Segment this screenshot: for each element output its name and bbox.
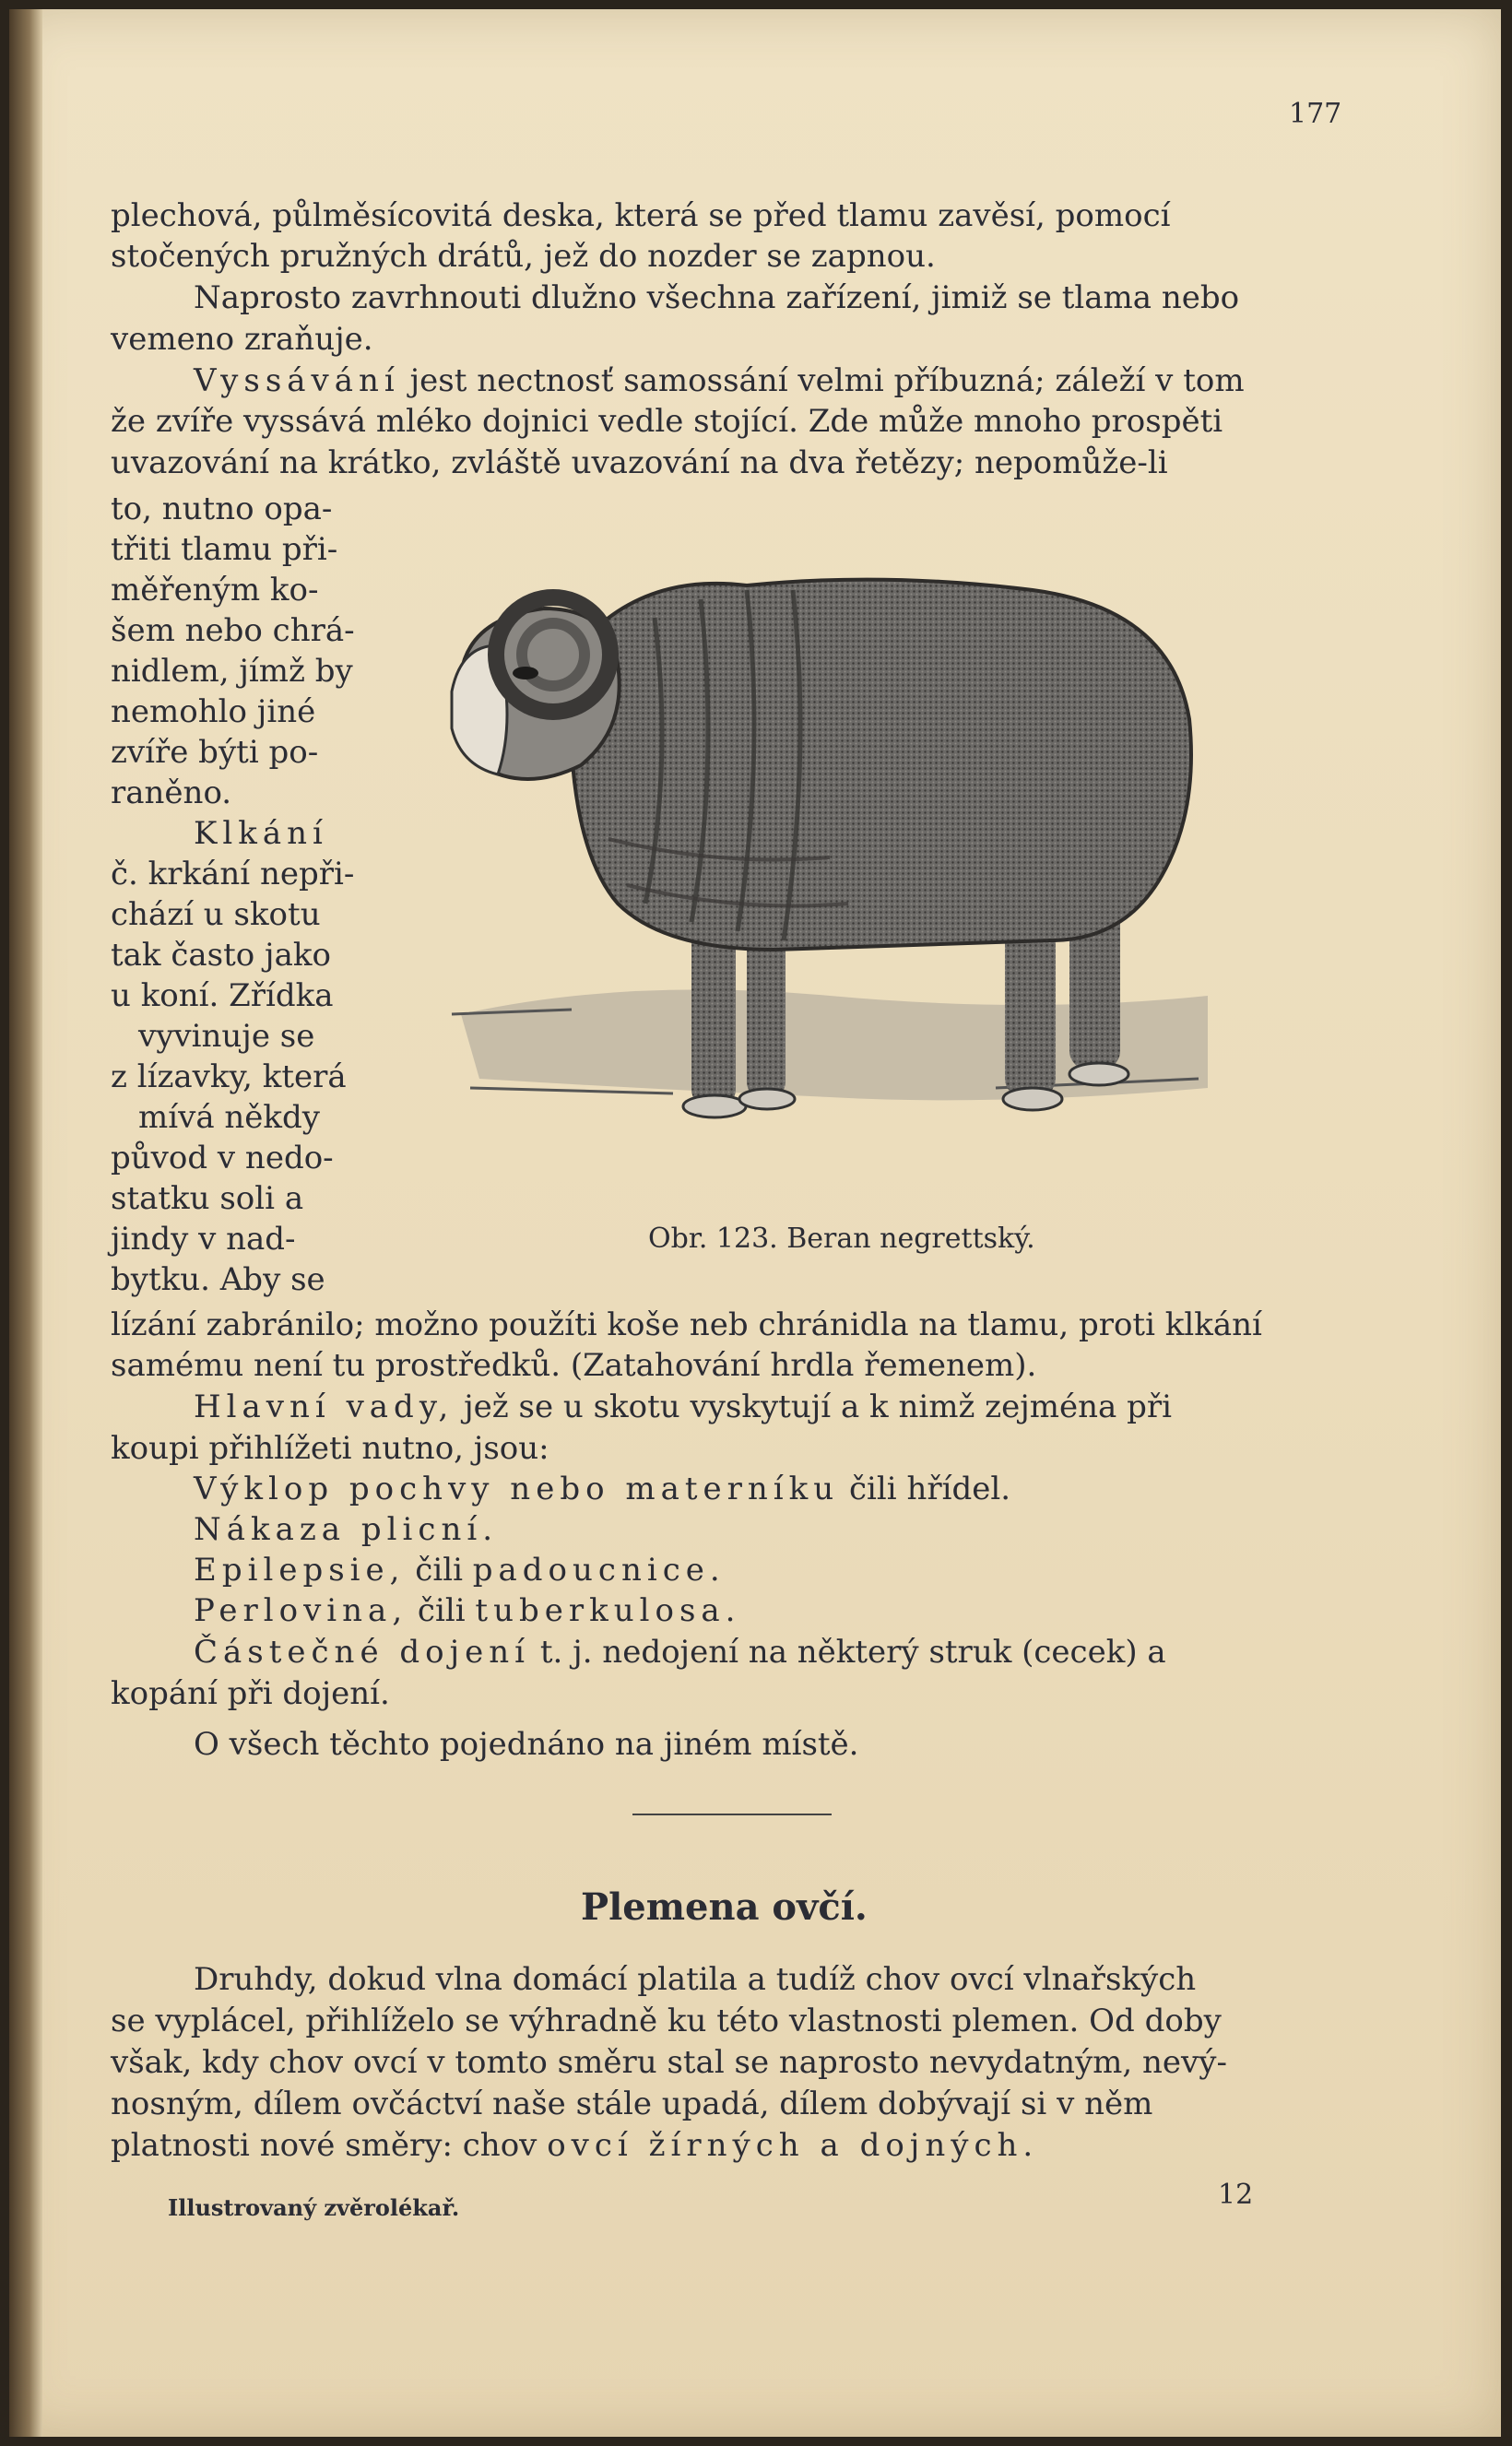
text-line xyxy=(111,2125,1038,2166)
text-line: že zvíře vyssává mléko dojnici vedle stojící. Zde může mnoho prospěti xyxy=(111,403,1223,440)
text-line: samému není tu prostředků. (Zatahování hrdla řemenem). xyxy=(111,1347,1037,1384)
vada-item xyxy=(194,1550,726,1590)
spaced-term: Výklop pochvy nebo materníku xyxy=(194,1471,840,1507)
text-line: O všech těchto pojednáno na jiném místě. xyxy=(194,1726,859,1763)
text-line xyxy=(194,1387,1172,1427)
section-divider xyxy=(632,1814,832,1815)
ram-illustration xyxy=(443,535,1235,1199)
vada-item xyxy=(194,1509,498,1550)
footer-publication: Illustrovaný zvěrolékař. xyxy=(168,2194,460,2221)
column-line: u koní. Zřídka xyxy=(111,977,334,1014)
footer-sheet-number: 12 xyxy=(1218,2179,1254,2211)
column-line: bytku. Aby se xyxy=(111,1261,325,1298)
column-line: nidlem, jímž by xyxy=(111,653,353,690)
column-line: chází u skotu xyxy=(111,896,321,933)
line-text: jež se u skotu vyskytují a k nimž zejména při xyxy=(454,1388,1172,1425)
text-line: koupi přihlížeti nutno, jsou: xyxy=(111,1430,549,1467)
column-line: třiti tlamu při- xyxy=(111,531,338,568)
vada-item xyxy=(194,1632,1166,1672)
text-line: se vyplácel, přihlíželo se výhradně ku této vlastnosti plemen. Od doby xyxy=(111,2003,1222,2039)
vada-item xyxy=(194,1590,740,1631)
column-line: statku soli a xyxy=(111,1180,304,1217)
spaced-term: Nákaza plicní. xyxy=(194,1511,499,1548)
text-line xyxy=(111,195,1346,236)
text-line: Druhdy, dokud vlna domácí platila a tudíž chov ovcí vlnařských xyxy=(194,1961,1197,1998)
front-leg xyxy=(747,931,786,1097)
column-line: z lízavky, která xyxy=(111,1058,347,1095)
column-line: mívá někdy xyxy=(138,1099,320,1136)
spaced-term: Epilepsie, xyxy=(194,1552,406,1589)
hoof xyxy=(1069,1063,1128,1085)
spaced-term: Vyssávání xyxy=(194,362,400,399)
book-spine xyxy=(9,9,42,2437)
column-line: vyvinuje se xyxy=(138,1018,315,1055)
text-line: kopání při dojení. xyxy=(111,1675,390,1712)
spaced-term: Hlavní vady, xyxy=(194,1388,455,1425)
hoof xyxy=(683,1095,746,1117)
text-line: Naprosto zavrhnouti dlužno všechna zařízení, jimiž se tlama nebo xyxy=(194,279,1240,316)
line-text: plechová, půlměsícovitá deska, která se před tlamu zavěsí, pomocí xyxy=(111,197,1171,234)
hoof xyxy=(739,1089,795,1109)
front-leg xyxy=(691,922,736,1106)
column-line: to, nutno opa- xyxy=(111,490,333,527)
ram-eye xyxy=(513,667,538,679)
column-line: měřeným ko- xyxy=(111,572,319,609)
spaced-term: Částečné dojení xyxy=(194,1634,531,1671)
hoof xyxy=(1003,1088,1062,1110)
line-text: platnosti nové směry: chov xyxy=(111,2127,548,2164)
book-page xyxy=(9,9,1501,2437)
spaced-term: Perlovina, xyxy=(194,1592,408,1629)
line-text: čili xyxy=(405,1552,473,1589)
column-line: Klkání xyxy=(194,815,328,852)
line-text: čili xyxy=(408,1592,476,1629)
text-line: uvazování na krátko, zvláště uvazování na dva řetězy; nepomůže-li xyxy=(111,444,1168,481)
column-line: tak často jako xyxy=(111,937,331,974)
page-number: 177 xyxy=(1289,98,1342,130)
text-line: lízání zabránilo; možno použíti koše neb chránidla na tlamu, proti klkání xyxy=(111,1306,1262,1343)
spaced-term: tuberkulosa. xyxy=(475,1592,741,1629)
column-line: zvíře býti po- xyxy=(111,734,319,771)
text-line xyxy=(194,360,1245,401)
spaced-term: padoucnice. xyxy=(472,1552,726,1589)
figure-caption: Obr. 123. Beran negrettský. xyxy=(648,1223,1035,1255)
text-line: nosným, dílem ovčáctví naše stále upadá, dílem dobývají si v něm xyxy=(111,2086,1153,2122)
text-line: však, kdy chov ovcí v tomto směru stal se naprosto nevydatným, nevý- xyxy=(111,2044,1227,2081)
vada-item xyxy=(194,1469,1010,1509)
section-heading: Plemena ovčí. xyxy=(581,1885,868,1929)
column-line: nemohlo jiné xyxy=(111,693,316,730)
text-line: stočených pružných drátů, jež do nozder se zapnou. xyxy=(111,238,936,275)
text-line: vemeno zraňuje. xyxy=(111,321,373,358)
column-line: původ v nedo- xyxy=(111,1140,334,1176)
line-text: jest nectnosť samossání velmi příbuzná; záleží v tom xyxy=(399,362,1245,399)
column-line: č. krkání nepři- xyxy=(111,856,355,892)
spaced-term: ovcí žírných a dojných. xyxy=(547,2127,1039,2164)
line-text: t. j. nedojení na některý struk (cecek) a xyxy=(530,1634,1166,1671)
column-line: šem nebo chrá- xyxy=(111,612,355,649)
column-line: jindy v nad- xyxy=(111,1221,296,1258)
line-text: čili hřídel. xyxy=(839,1471,1011,1507)
column-line: raněno. xyxy=(111,774,232,811)
